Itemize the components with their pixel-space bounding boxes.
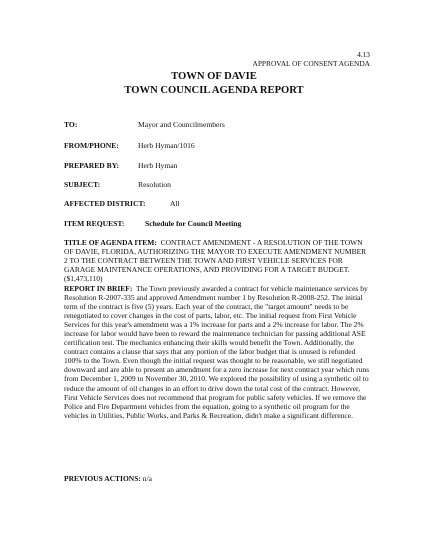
affected-district-label: AFFECTED DISTRICT: [64,199,146,208]
item-request-label: ITEM REQUEST: [64,219,125,228]
previous-actions-block [64,474,370,483]
subject-label: SUBJECT: [64,180,101,189]
item-number: 4.13 [357,50,370,59]
previous-actions-text: n/a [142,474,152,483]
from-label: FROM/PHONE: [64,141,119,150]
previous-actions-label: PREVIOUS ACTIONS: [64,474,141,483]
report-brief-text: The Town previously awarded a contract for vehicle maintenance services by Resolution R-2007-335 and approved Amendment number 1 by Resolution R-2008-252. The initial term of the contract is five (5) years. Each year of the contract, the "target amount" needs to be renegotiated to cover changes in the cost of parts, labor, etc. The initial request from First Vehicle Services for this year's amendment was a 1% increase for parts and a 2% increase for labor. The 2% increase for labor would have been to reward the maintenance technician for passing additional ASE certification test. The mechanics enhancing their skills would benefit the Town. Additionally, the contract contains a clause that says that any portion of the labor budget that is unused is refunded 100% to the Town. Even though the initial request was thought to be reasonable, we still negotiated downward and are able to present an amendment for a zero increase for next contract year which runs from December 1, 2009 to November 30, 2010. We explored the possibility of using a synthetic oil to reduce the amount of oil changes in an effort to drive down the total cost of the contract. However, First Vehicle Services does not recommend that program for public safety vehicles. If we remove the Police and Fire Department vehicles from the equation, going to a synthetic oil program for the vehicles in Utilities, Public Works, and Parks & Recreation, didn't make a significant difference. [64,284,370,420]
affected-district-value: All [170,199,180,208]
to-value: Mayor and Councilmembers [138,120,225,129]
prepared-by-value: Herb Hyman [138,161,178,170]
agenda-item-text: CONTRACT AMENDMENT - A RESOLUTION OF THE TOWN OF DAVIE, FLORIDA, AUTHORIZING THE MAYOR TO EXECUTE AMENDMENT NUMBER 2 TO THE CONTRACT BETWEEN THE TOWN AND FIRST VEHICLE SERVICES FOR GARAGE MAINTENANCE OPERATIONS, AND PROVIDING FOR A TARGET BUDGET. ($1,473,110) [64,238,367,284]
item-request-value: Schedule for Council Meeting [145,219,242,228]
from-value: Herb Hyman/1016 [138,141,195,150]
report-brief-label: REPORT IN BRIEF: [64,284,133,293]
agenda-item-label: TITLE OF AGENDA ITEM: [64,238,157,247]
town-name: TOWN OF DAVIE [171,71,257,82]
prepared-by-label: PREPARED BY: [64,161,120,170]
agenda-section: APPROVAL OF CONSENT AGENDA [252,59,370,68]
subject-value: Resolution [138,180,171,189]
report-title: TOWN COUNCIL AGENDA REPORT [124,85,304,96]
to-label: TO: [64,120,78,129]
report-brief-block [64,284,370,420]
agenda-item-title-block [64,238,370,283]
